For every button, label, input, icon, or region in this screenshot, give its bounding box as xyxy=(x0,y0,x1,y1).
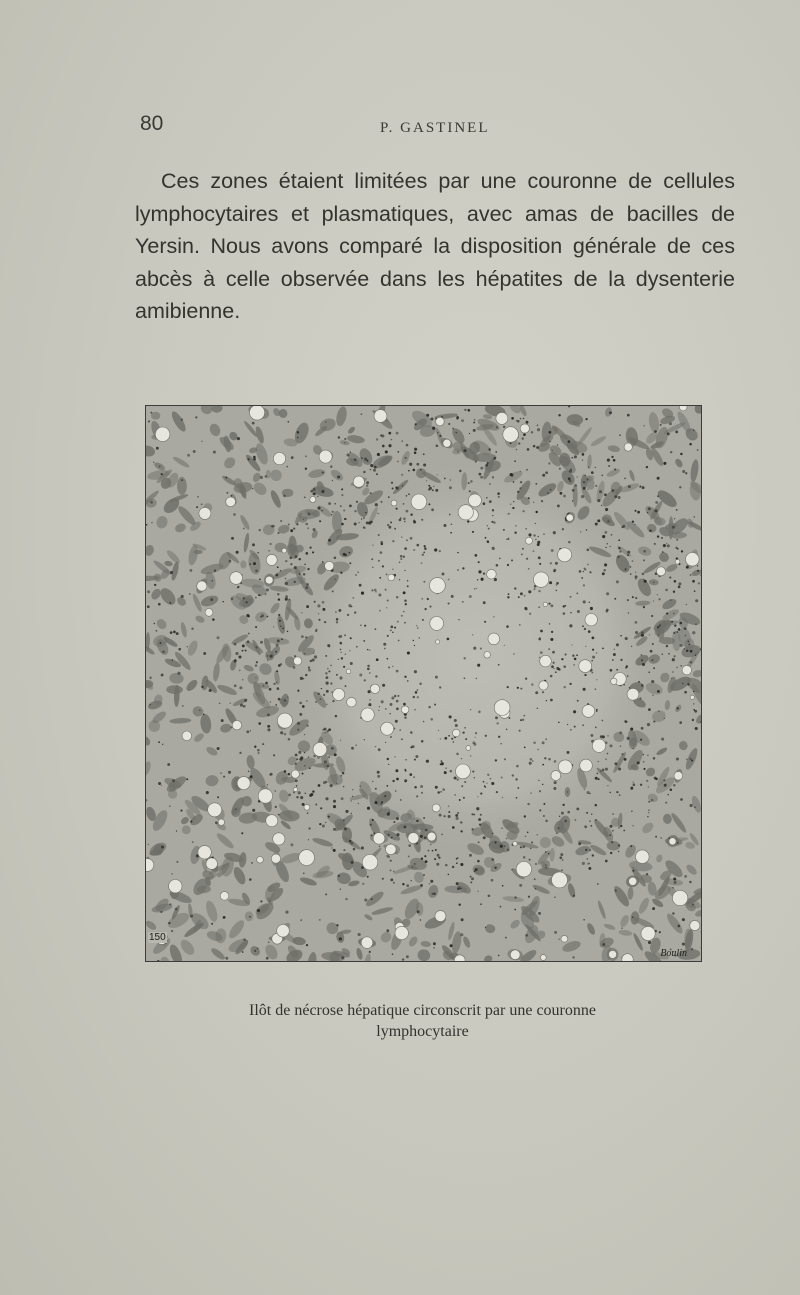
page-number: 80 xyxy=(140,112,164,135)
caption-line-2: lymphocytaire xyxy=(376,1023,469,1040)
histology-figure xyxy=(145,405,702,962)
caption-line-1: Ilôt de nécrose hépatique circonscrit par une couronne xyxy=(249,1002,596,1019)
artist-signature: Boulin xyxy=(660,948,687,959)
histology-illustration xyxy=(146,406,702,962)
scale-mark: 150 xyxy=(149,932,166,943)
running-head: P. GASTINEL xyxy=(380,120,490,136)
figure-caption xyxy=(150,1000,695,1042)
body-paragraph: Ces zones étaient limitées par une couronne de cellules lymphocytaires et plasmatiques, avec amas de bacilles de Yersin. Nous avons comparé la disposition générale de ces abcès à celle observée dans les hépatites de la dysenterie amibienne. xyxy=(135,169,735,323)
